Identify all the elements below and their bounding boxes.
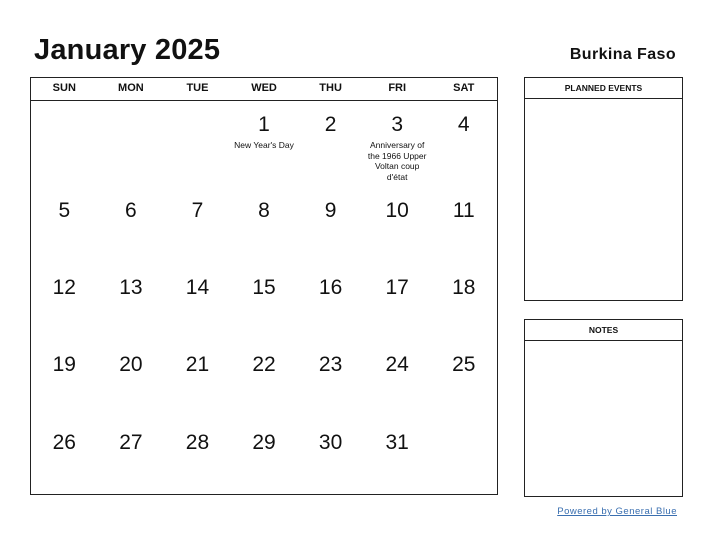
day-number: 11 — [452, 199, 475, 222]
day-number: 31 — [385, 431, 409, 454]
day-cell — [231, 264, 298, 341]
day-cell — [364, 341, 431, 418]
day-cell — [430, 341, 497, 418]
day-cell — [297, 419, 364, 496]
weekday-sat: SAT — [453, 82, 475, 94]
day-cell — [31, 264, 98, 341]
weekday-mon: MON — [118, 82, 144, 94]
day-number: 23 — [318, 353, 343, 376]
day-number: 19 — [52, 353, 76, 376]
day-cell — [430, 264, 497, 341]
weekday-header-row — [31, 78, 497, 101]
day-cell — [297, 341, 364, 418]
day-cell — [98, 341, 165, 418]
planned-events-title: PLANNED EVENTS — [525, 78, 682, 99]
day-cell — [98, 187, 165, 264]
day-number: 15 — [252, 276, 276, 299]
calendar-weeks — [31, 101, 497, 495]
day-number: 16 — [318, 276, 343, 299]
holiday-label: Anniversary of the 1966 Upper Voltan coup d'état — [367, 140, 427, 182]
day-number: 17 — [385, 276, 409, 299]
day-cell — [231, 187, 298, 264]
day-cell — [31, 187, 98, 264]
day-number: 22 — [252, 353, 276, 376]
weekday-fri: FRI — [388, 82, 407, 94]
day-number: 2 — [324, 113, 337, 136]
week-row — [31, 101, 497, 182]
day-cell — [31, 419, 98, 496]
day-cell — [430, 101, 497, 178]
week-row — [31, 419, 497, 496]
day-cell — [231, 101, 298, 178]
powered-by-link[interactable]: Powered by General Blue — [557, 506, 677, 517]
day-number: 18 — [452, 276, 476, 299]
day-number: 13 — [119, 276, 143, 299]
day-cell — [364, 264, 431, 341]
day-cell — [98, 101, 165, 178]
day-number: 12 — [52, 276, 76, 299]
day-number: 28 — [185, 431, 210, 454]
day-number: 1 — [258, 113, 270, 136]
day-cell — [297, 101, 364, 178]
day-number: 29 — [252, 431, 276, 454]
week-row — [31, 341, 497, 418]
day-cell — [164, 341, 231, 418]
day-cell — [31, 341, 98, 418]
day-number: 8 — [258, 199, 270, 222]
day-number: 4 — [457, 113, 470, 136]
day-cell — [164, 101, 231, 178]
weekday-thu: THU — [319, 82, 342, 94]
day-cell — [430, 419, 497, 496]
day-number: 25 — [452, 353, 476, 376]
day-cell — [164, 187, 231, 264]
day-number: 27 — [119, 431, 143, 454]
day-cell — [364, 187, 431, 264]
day-number: 26 — [52, 431, 76, 454]
day-cell — [98, 419, 165, 496]
day-cell — [297, 264, 364, 341]
day-number: 9 — [324, 199, 337, 222]
country-name: Burkina Faso — [569, 46, 676, 63]
day-cell — [364, 101, 431, 182]
day-cell — [31, 101, 98, 178]
weekday-sun: SUN — [52, 82, 76, 94]
day-number: 30 — [318, 431, 343, 454]
notes-title: NOTES — [525, 320, 682, 341]
day-number: 24 — [385, 353, 409, 376]
week-row — [31, 264, 497, 341]
day-cell — [164, 419, 231, 496]
weekday-wed: WED — [251, 82, 277, 94]
day-cell — [231, 419, 298, 496]
day-cell — [98, 264, 165, 341]
day-number: 14 — [185, 276, 210, 299]
weekday-tue: TUE — [186, 82, 209, 94]
day-number: 3 — [391, 113, 404, 136]
day-cell — [364, 419, 431, 496]
day-number: 10 — [385, 199, 409, 222]
day-cell — [430, 187, 497, 264]
day-cell — [297, 187, 364, 264]
notes-panel — [524, 319, 683, 497]
day-cell — [231, 341, 298, 418]
week-row — [31, 187, 497, 264]
planned-events-panel — [524, 77, 683, 301]
day-number: 5 — [58, 199, 71, 222]
day-cell — [164, 264, 231, 341]
day-number: 21 — [185, 353, 210, 376]
month-calendar-grid — [30, 77, 498, 495]
calendar-page-title: January 2025 — [34, 34, 221, 66]
day-number: 20 — [119, 353, 143, 376]
day-number: 7 — [191, 199, 204, 222]
day-number: 6 — [125, 199, 137, 222]
holiday-label: New Year's Day — [234, 140, 294, 150]
